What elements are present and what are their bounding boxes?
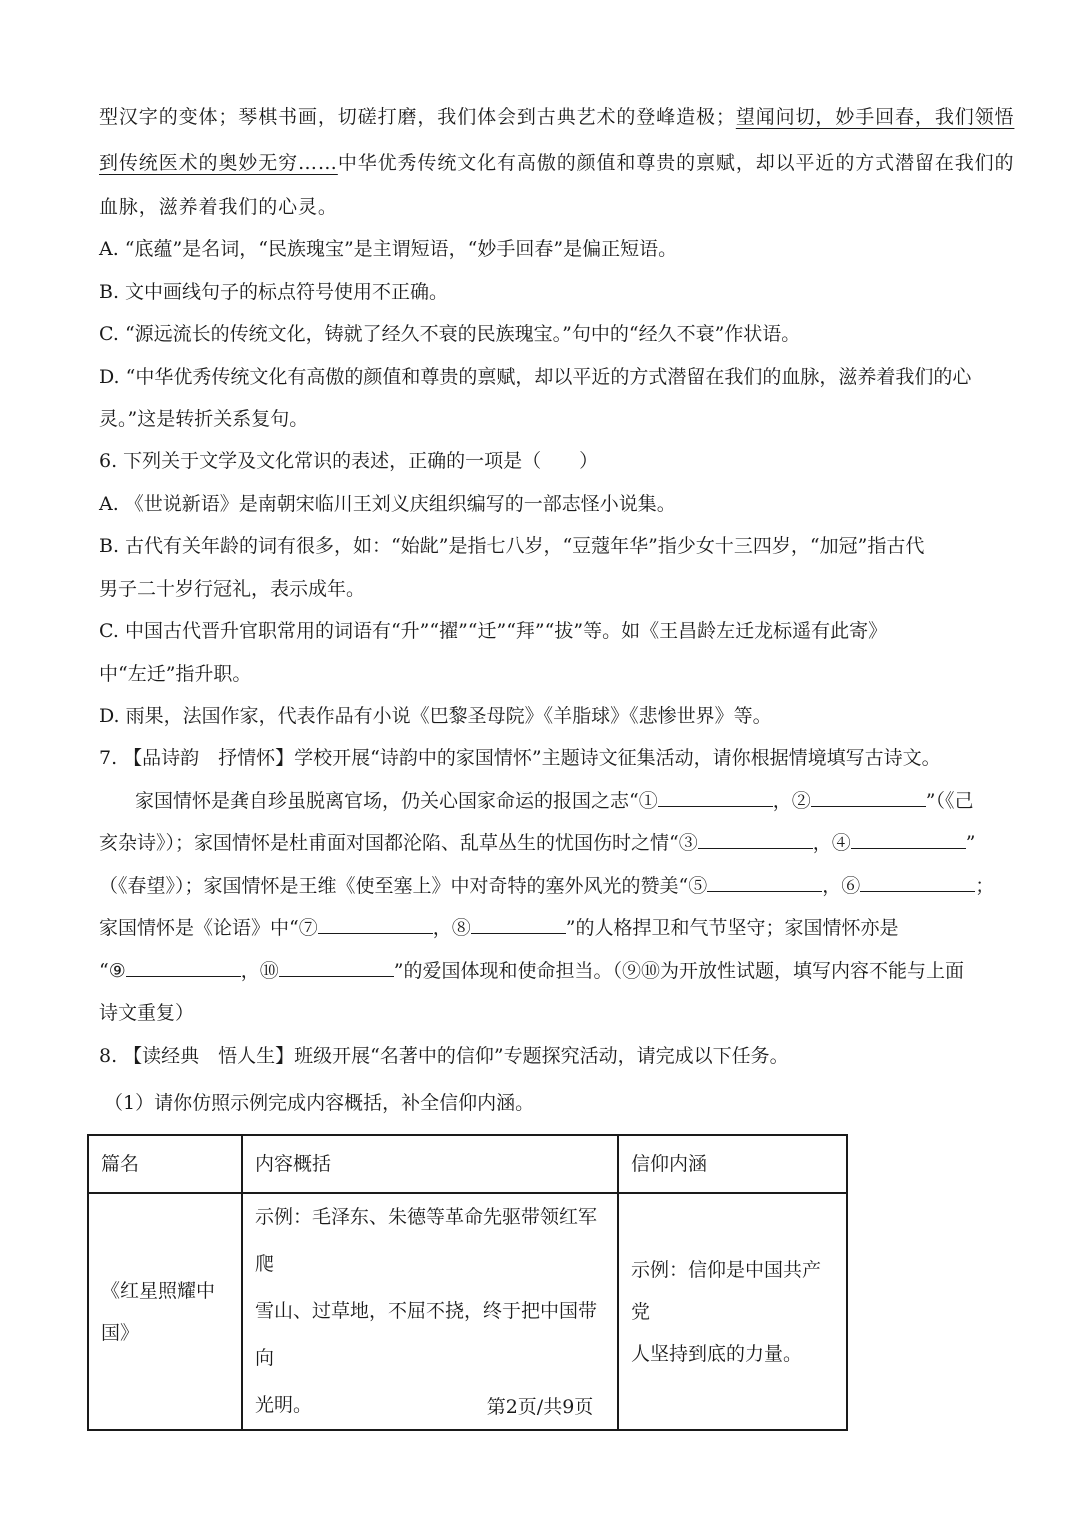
q7-line-2 (99, 830, 975, 856)
q5-option-b: B. 文中画线句子的标点符号使用不正确。 (99, 281, 449, 303)
q7-stem: 7. 【品诗韵 抒情怀】学校开展“诗韵中的家国情怀”主题诗文征集活动，请你根据情境填写古诗文。 (99, 747, 941, 769)
q5-option-d-cont: 灵。”这是转折关系复句。 (99, 408, 309, 430)
fill-blank-9[interactable] (126, 958, 241, 977)
q7-text: 家国情怀是《论语》中“⑦ (99, 917, 318, 939)
fill-blank-3[interactable] (698, 830, 813, 849)
q6-option-d: D. 雨果，法国作家，代表作品有小说《巴黎圣母院》《羊脂球》《悲惨世界》等。 (99, 705, 772, 727)
q7-line-6: 诗文重复） (99, 1002, 195, 1024)
passage-line-1 (99, 104, 1014, 130)
fill-blank-1[interactable] (658, 788, 773, 807)
q7-line-1 (135, 788, 973, 814)
cell-text: 示例：信仰是中国共产党 (631, 1258, 822, 1323)
q7-text: （《春望》）；家国情怀是王维《使至塞上》中对奇特的塞外风光的赞美“⑤ (99, 875, 708, 897)
header-title: 篇名 (88, 1135, 242, 1193)
cell-text: 示例：毛泽东、朱德等革命先驱带领红军爬 (255, 1206, 598, 1275)
fill-blank-2[interactable] (811, 788, 926, 807)
q7-line-5 (99, 958, 964, 984)
q7-line-4 (99, 915, 898, 941)
q5-option-c: C. “源远流长的传统文化，铸就了经久不衰的民族瑰宝。”句中的“经久不衰”作状语。 (99, 323, 801, 345)
q5-option-d: D. “中华优秀传统文化有高傲的颜值和尊贵的禀赋，却以平近的方式潜留在我们的血脉，滋养着我们的心 (99, 366, 972, 388)
fill-blank-10[interactable] (279, 958, 394, 977)
page-footer: 第2页/共9页 (486, 1396, 594, 1418)
passage-text: 型汉字的变体；琴棋书画，切磋打磨，我们体会到古典艺术的登峰造极； (99, 106, 736, 128)
q6-option-b: B. 古代有关年龄的词有很多，如：“始龀”是指七八岁，“豆蔻年华”指少女十三四岁，“加冠”指古代 (99, 535, 925, 557)
fill-blank-6[interactable] (860, 873, 975, 892)
q7-text: ； (975, 875, 995, 897)
q7-text: ，⑩ (240, 960, 279, 982)
q7-text: “⑨ (99, 960, 126, 982)
q7-text: 家国情怀是龚自珍虽脱离官场，仍关心国家命运的报国之志“① (135, 790, 658, 812)
q6-option-c-cont: 中“左迁”指升职。 (99, 663, 252, 685)
q6-option-a: A. 《世说新语》是南朝宋临川王刘义庆组织编写的一部志怪小说集。 (99, 493, 676, 515)
passage-line-3: 血脉，滋养着我们的心灵。 (99, 196, 338, 218)
q7-line-3 (99, 873, 994, 899)
fill-blank-7[interactable] (318, 915, 433, 934)
header-belief: 信仰内涵 (618, 1135, 847, 1193)
passage-text: 中华优秀传统文化有高傲的颜值和尊贵的禀赋，却以平近的方式潜留在我们的 (337, 152, 1015, 174)
q7-text: ” (965, 832, 976, 854)
fill-blank-8[interactable] (471, 915, 566, 934)
cell-text: 国》 (101, 1321, 140, 1344)
q8-sub1: （1）请你仿照示例完成内容概括，补全信仰内涵。 (104, 1092, 535, 1114)
q7-text: ”的人格捍卫和气节坚守；家国情怀亦是 (565, 917, 899, 939)
q7-text: ”（《己 (925, 790, 974, 812)
table-header-row (88, 1135, 847, 1193)
underlined-sentence: 到传统医术的奥妙无穷…… (99, 152, 338, 174)
cell-text: 光明。 (255, 1394, 313, 1416)
header-summary: 内容概括 (242, 1135, 618, 1193)
fill-blank-5[interactable] (707, 873, 822, 892)
q5-option-a: A. “底蕴”是名词，“民族瑰宝”是主谓短语，“妙手回春”是偏正短语。 (99, 238, 678, 260)
cell-text: 雪山、过草地，不屈不挠，终于把中国带向 (255, 1300, 598, 1369)
cell-text: 人坚持到底的力量。 (631, 1342, 803, 1365)
q7-text: 亥杂诗》）；家国情怀是杜甫面对国都沦陷、乱草丛生的忧国伤时之情“③ (99, 832, 698, 854)
q7-text: ”的爱国体现和使命担当。（⑨⑩为开放性试题，填写内容不能与上面 (393, 960, 964, 982)
q6-option-b-cont: 男子二十岁行冠礼，表示成年。 (99, 578, 366, 600)
q8-stem: 8. 【读经典 悟人生】班级开展“名著中的信仰”专题探究活动，请完成以下任务。 (99, 1045, 789, 1067)
q7-text: ，② (772, 790, 811, 812)
passage-line-2 (99, 150, 1014, 176)
q6-stem: 6. 下列关于文学及文化常识的表述，正确的一项是（ ） (99, 450, 599, 472)
q7-text: ，⑥ (822, 875, 861, 897)
underlined-sentence: 望闻问切，妙手回春，我们领悟 (735, 106, 1015, 128)
q7-text: ，④ (812, 832, 851, 854)
cell-text: 《红星照耀中 (101, 1279, 216, 1302)
q7-text: ，⑧ (432, 917, 471, 939)
belief-table (87, 1134, 848, 1431)
fill-blank-4[interactable] (851, 830, 966, 849)
q6-option-c: C. 中国古代晋升官职常用的词语有“升”“擢”“迁”“拜”“拔”等。如《王昌龄左迁龙标遥有此寄》 (99, 620, 888, 642)
